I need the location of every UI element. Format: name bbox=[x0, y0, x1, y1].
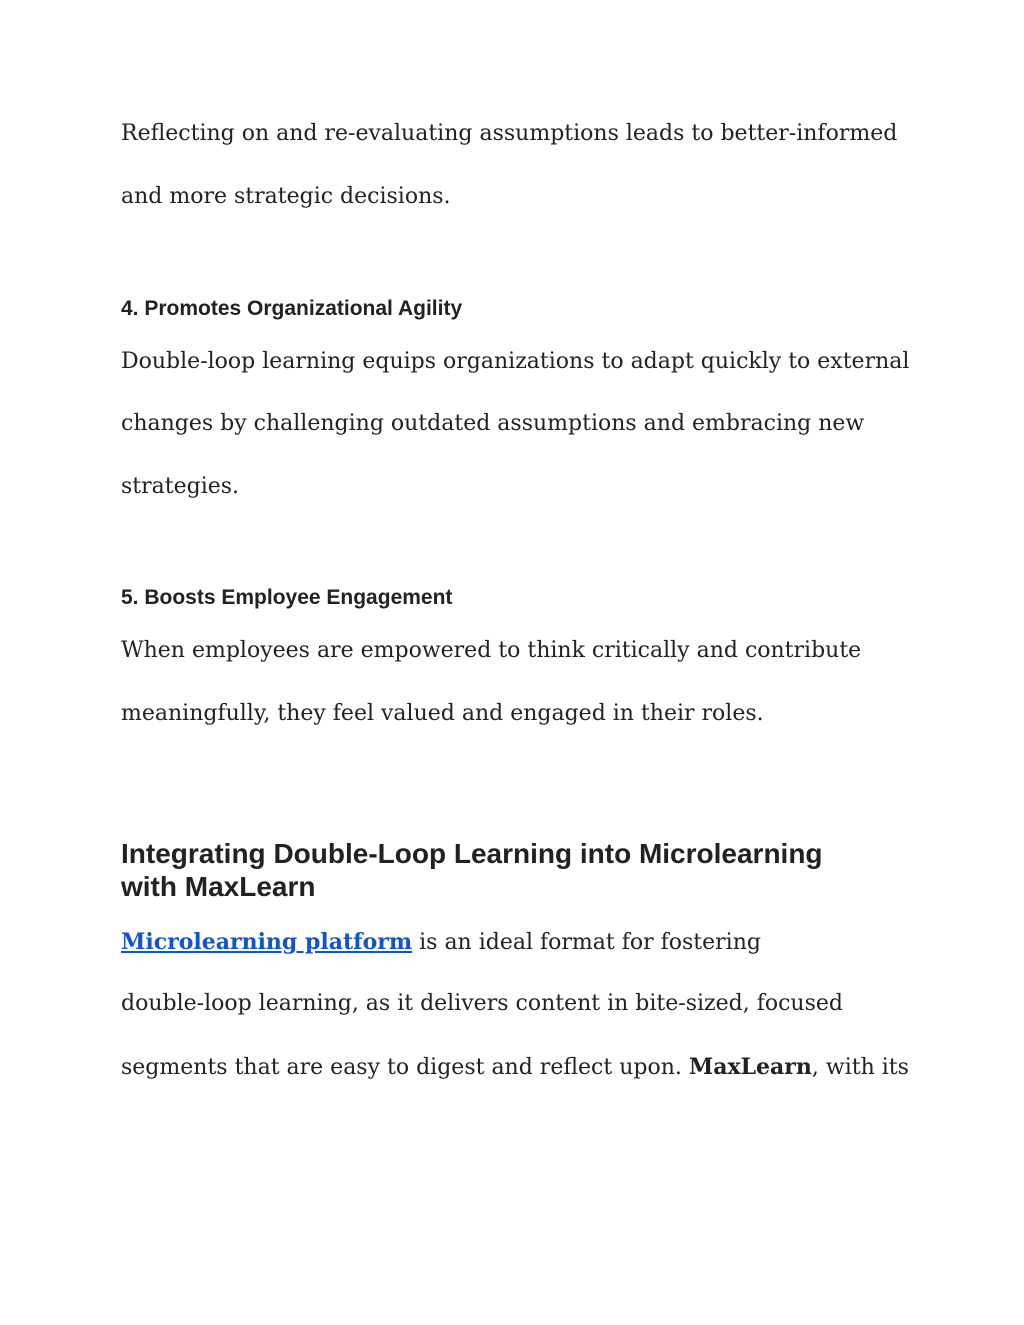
section-4-heading: 4. Promotes Organizational Agility bbox=[121, 297, 463, 320]
section-5-heading: 5. Boosts Employee Engagement bbox=[121, 586, 453, 609]
integrating-line-1 bbox=[121, 928, 761, 957]
intro-line-2: and more strategic decisions. bbox=[121, 184, 451, 209]
integrating-line-1-rest: is an ideal format for fostering bbox=[412, 930, 761, 955]
section-5-line-2: meaningfully, they feel valued and engaged in their roles. bbox=[121, 701, 764, 726]
section-5-line-1: When employees are empowered to think critically and contribute bbox=[121, 638, 862, 663]
section-4-line-1: Double-loop learning equips organizations to adapt quickly to external bbox=[121, 349, 910, 374]
maxlearn-bold-text: MaxLearn bbox=[688, 1054, 812, 1080]
integrating-line-3 bbox=[121, 1053, 909, 1082]
integrating-line-3-start: segments that are easy to digest and reflect upon. bbox=[121, 1055, 689, 1080]
microlearning-platform-link[interactable]: Microlearning platform bbox=[121, 929, 413, 955]
integrating-heading-line-2: with MaxLearn bbox=[121, 871, 316, 902]
section-4-line-2: changes by challenging outdated assumptions and embracing new bbox=[121, 411, 865, 436]
integrating-line-2: double-loop learning, as it delivers content in bite-sized, focused bbox=[121, 991, 843, 1016]
section-4-line-3: strategies. bbox=[121, 474, 240, 499]
intro-line-1: Reflecting on and re-evaluating assumptions leads to better-informed bbox=[121, 121, 898, 146]
integrating-line-3-end: , with its bbox=[811, 1055, 909, 1080]
integrating-heading-line-1: Integrating Double-Loop Learning into Microlearning bbox=[121, 838, 823, 869]
